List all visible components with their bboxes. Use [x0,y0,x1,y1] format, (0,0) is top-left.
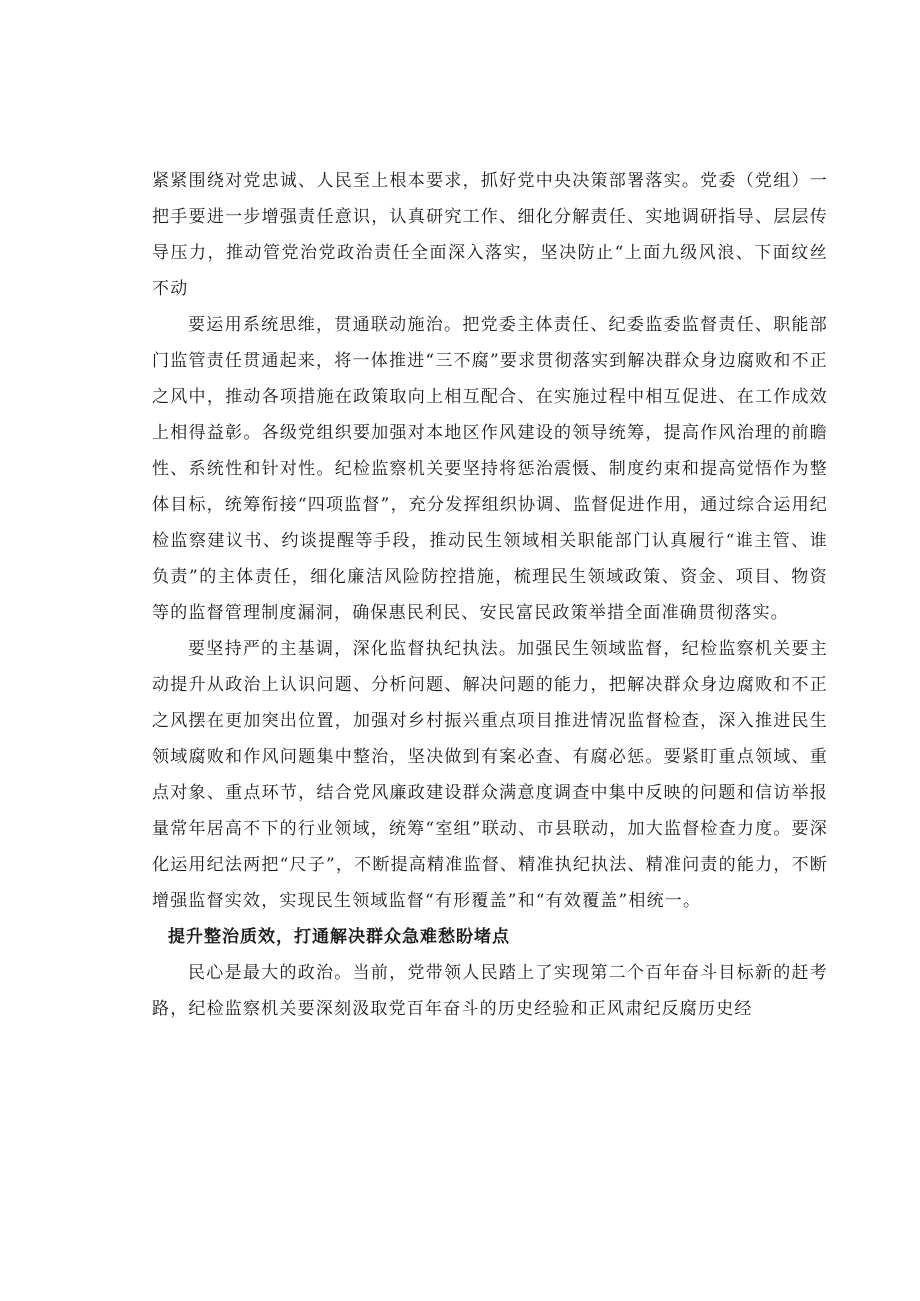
paragraph-public-sentiment: 民心是最大的政治。当前，党带领人民踏上了实现第二个百年奋斗目标新的赶考路，纪检监察机关要深刻汲取党百年奋斗的历史经验和正风肃纪反腐历史经 [152,963,828,1019]
section-heading: 提升整治质效，打通解决群众急难愁盼堵点 [168,927,510,947]
paragraph-responsibility: 紧紧围绕对党忠诚、人民至上根本要求，抓好党中央决策部署落实。党委（党组）一把手要进一步增强责任意识，认真研究工作、细化分解责任、实地调研指导、层层传导压力，推动管党治党政治责任全面深入落实，坚决防止“上面九级风浪、下面纹丝不动 [152,171,828,299]
paragraph-systems-thinking: 要运用系统思维，贯通联动施治。把党委主体责任、纪委监委监督责任、职能部门监管责任贯通起来，将一体推进“三不腐”要求贯彻落实到解决群众身边腐败和不正之风中，推动各项措施在政策取向上相互配合、在实施过程中相互促进、在工作成效上相得益彰。各级党组织要加强对本地区作风建设的领导统筹，提高作风治理的前瞻性、系统性和针对性。纪检监察机关要坚持将惩治震慑、制度约束和提高觉悟作为整体目标，统筹衔接“四项监督”，充分发挥组织协调、监督促进作用，通过综合运用纪检监察建议书、约谈提醒等手段，推动民生领域相关职能部门认真履行“谁主管、谁负责”的主体责任，细化廉洁风险防控措施，梳理民生领域政策、资金、项目、物资等的监督管理制度漏洞，确保惠民利民、安民富民政策举措全面准确贯彻落实。 [152,315,828,623]
paragraph-strict-tone: 要坚持严的主基调，深化监督执纪执法。加强民生领域监督，纪检监察机关要主动提升从政治上认识问题、分析问题、解决问题的能力，把解决群众身边腐败和不正之风摆在更加突出位置，加强对乡村振兴重点项目推进情况监督检查，深入推进民生领域腐败和作风问题集中整治，坚决做到有案必查、有腐必惩。要紧盯重点领域、重点对象、重点环节，结合党风廉政建设群众满意度调查中集中反映的问题和信访举报量常年居高不下的行业领域，统筹“室组”联动、市县联动，加大监督检查力度。要深化运用纪法两把“尺子”，不断提高精准监督、精准执纪执法、精准问责的能力，不断增强监督实效，实现民生领域监督“有形覆盖”和“有效覆盖”相统一。 [152,639,828,911]
document-body [152,163,828,1027]
